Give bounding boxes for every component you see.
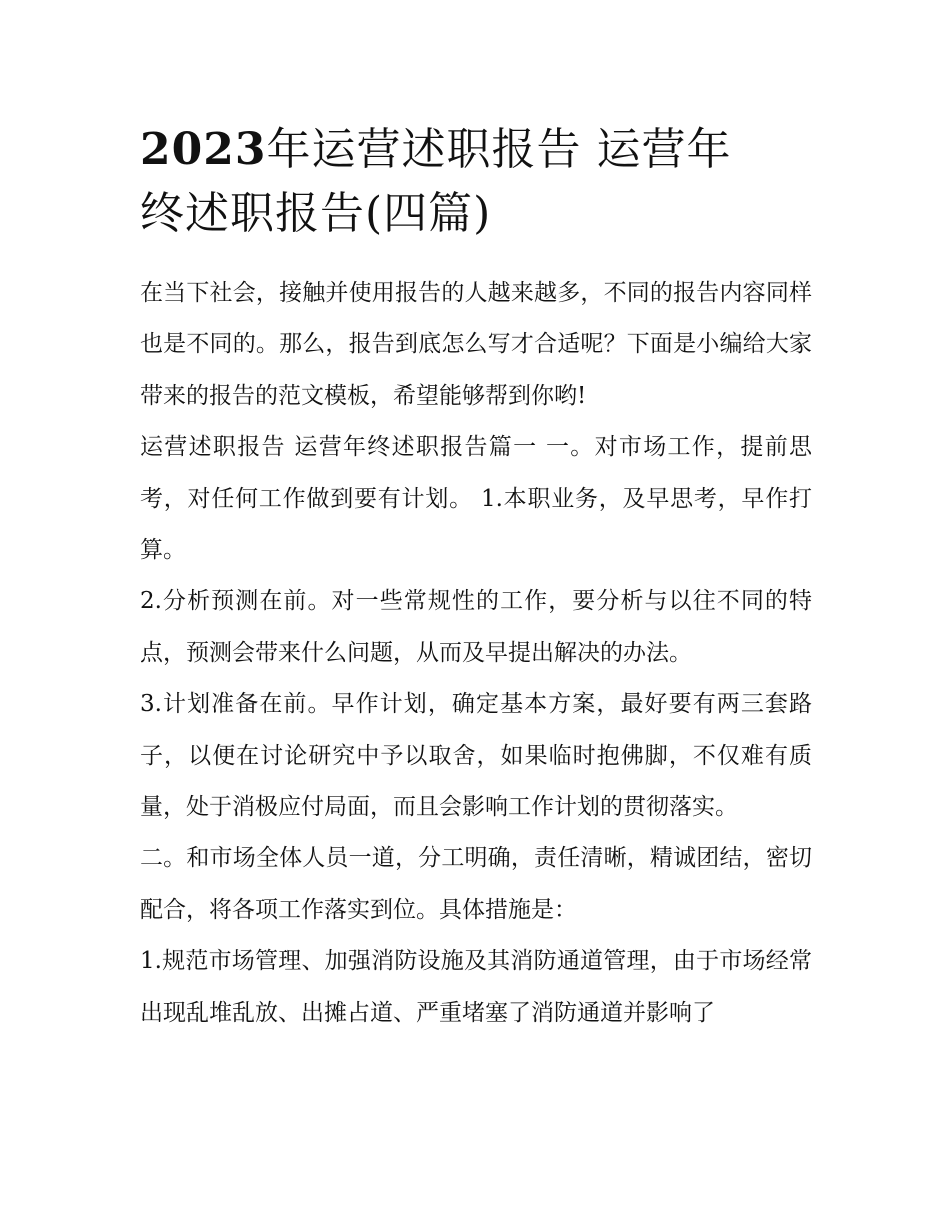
title-line-1 (140, 118, 812, 182)
document-title (140, 118, 812, 246)
planning-paragraph: 3.计划准备在前。早作计划，确定基本方案，最好要有两三套路子，以便在讨论研究中予以取舍，如果临时抱佛脚，不仅难有质量，处于消极应付局面，而且会影响工作计划的贯彻落实。 (140, 691, 812, 821)
section-two-paragraph: 二。和市场全体人员一道，分工明确，责任清晰，精诚团结，密切配合，将各项工作落实到位。具体措施是： (140, 845, 812, 923)
analysis-paragraph: 2.分析预测在前。对一些常规性的工作，要分析与以往不同的特点，预测会带来什么问题，从而及早提出解决的办法。 (140, 588, 812, 666)
title-line-2: 终述职报告(四篇) (140, 188, 492, 239)
document-body (140, 268, 812, 1039)
document-page (140, 118, 812, 1039)
title-line-1-text: 年运营述职报告 运营年 (266, 124, 732, 175)
title-year: 2023 (140, 124, 267, 175)
intro-paragraph: 在当下社会，接触并使用报告的人越来越多，不同的报告内容同样也是不同的。那么，报告到底怎么写才合适呢？下面是小编给大家带来的报告的范文模板，希望能够帮到你哟! (140, 280, 812, 409)
market-management-paragraph: 1.规范市场管理、加强消防设施及其消防通道管理，由于市场经常出现乱堆乱放、出摊占道、严重堵塞了消防通道并影响了 (140, 948, 812, 1026)
section-one-paragraph: 运营述职报告 运营年终述职报告篇一 一。对市场工作，提前思考，对任何工作做到要有计划。 1.本职业务，及早思考，早作打算。 (140, 434, 812, 564)
